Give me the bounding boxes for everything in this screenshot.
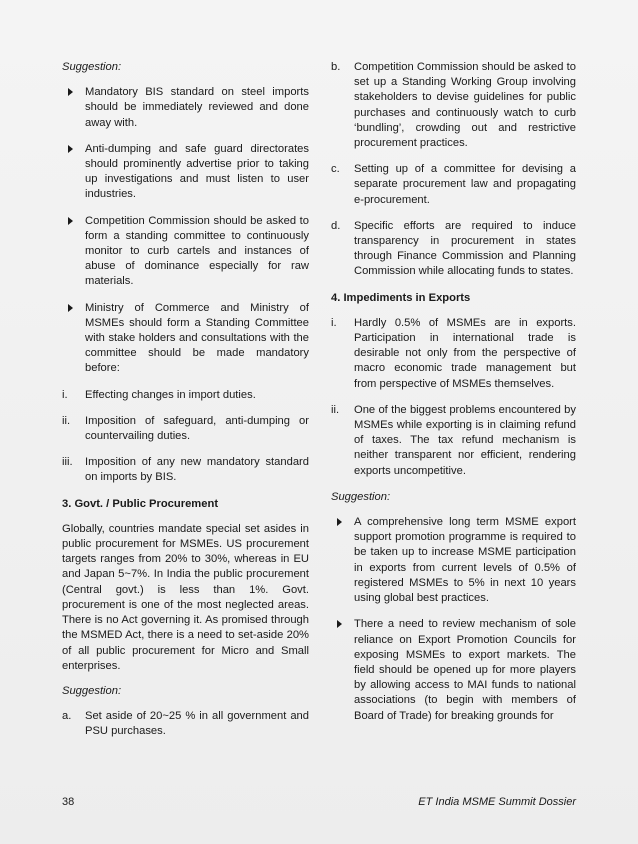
bullet-item xyxy=(62,214,309,290)
list-text: Set aside of 20~25 % in all government and PSU purchases. xyxy=(85,710,309,738)
list-text: Setting up of a committee for devising a separate procurement law and propagating e-procurement. xyxy=(354,163,576,206)
publication-title: ET India MSME Summit Dossier xyxy=(418,796,576,808)
list-marker: i. xyxy=(62,388,68,401)
list-text: Imposition of safeguard, anti-dumping or countervailing duties. xyxy=(85,414,309,443)
list-marker: ii. xyxy=(62,414,71,427)
list-marker: b. xyxy=(331,61,341,73)
bullet-text: Mandatory BIS standard on steel imports should be immediately reviewed and done away with. xyxy=(85,86,309,129)
suggestion-label: Suggestion: xyxy=(62,684,122,697)
bullet-text: Competition Commission should be asked to form a standing committee to continuously monitor to curb cartels and instances of abuse of dominance especially for raw materials. xyxy=(85,214,309,288)
list-text: Imposition of any new mandatory standard on imports by BIS. xyxy=(85,456,309,484)
bullet-text: There a need to review mechanism of sole reliance on Export Promotion Councils for exposing MSMEs to export markets. The field should be opened up for more players by allowing access to MAI funds to national associations (to begin with members of Board of Trade) for breaking grounds for xyxy=(354,618,576,722)
list-marker: i. xyxy=(331,316,337,329)
roman-item xyxy=(62,414,309,444)
bullet-arrow-icon xyxy=(68,304,73,312)
right-column xyxy=(331,60,576,735)
bullet-item xyxy=(62,85,309,131)
list-marker: iii. xyxy=(62,456,73,469)
list-marker: c. xyxy=(331,163,340,176)
list-marker: a. xyxy=(62,710,72,723)
list-text: Effecting changes in import duties. xyxy=(85,388,256,401)
list-marker: ii. xyxy=(331,403,340,416)
bullet-text: Ministry of Commerce and Ministry of MSMEs should form a Standing Committee with stake holders and consultations with the committee should be made mandatory before: xyxy=(85,301,309,375)
page-number: 38 xyxy=(62,796,75,808)
bullet-item xyxy=(62,142,309,203)
section-heading: 3. Govt. / Public Procurement xyxy=(62,497,219,510)
bullet-item xyxy=(331,515,576,606)
bullet-arrow-icon xyxy=(337,620,342,628)
alpha-item xyxy=(331,60,576,151)
bullet-arrow-icon xyxy=(337,518,342,526)
suggestion-label: Suggestion: xyxy=(331,490,391,503)
bullet-arrow-icon xyxy=(68,145,73,153)
bullet-arrow-icon xyxy=(68,88,73,96)
suggestion-label: Suggestion: xyxy=(62,61,122,73)
list-text: Hardly 0.5% of MSMEs are in exports. Participation in international trade is desirable not only from the perspective of macro economic trade management but from perspective of MSMEs themselves. xyxy=(354,316,576,390)
roman-item xyxy=(62,455,309,485)
bullet-arrow-icon xyxy=(68,217,73,225)
list-text: Specific efforts are required to induce transparency in procurement in states through Finance Commission and Planning Commission while allocating funds to states. xyxy=(354,219,576,278)
bullet-item xyxy=(62,301,309,377)
alpha-item xyxy=(62,709,309,739)
roman-item xyxy=(331,403,576,479)
list-text: One of the biggest problems encountered by MSMEs while exporting is in claiming refund of taxes. The tax refund mechanism is neither transparent nor efficient, rendering exports uncompetitive. xyxy=(354,403,576,477)
roman-item xyxy=(62,388,309,403)
alpha-item xyxy=(331,162,576,208)
list-text: Competition Commission should be asked to set up a Standing Working Group involving stakeholders to devise guidelines for public purchases and continuously watch to curb ‘bundling’, crowding out and restrictive procurement practices. xyxy=(354,61,576,150)
paragraph: Globally, countries mandate special set asides in public procurement for MSMEs. US procurement targets ranges from 20% to 30%, whereas in EU and Japan 5~7%. In India the public procurement (Central govt.) is less than 1%. Govt. procurement is one of the most neglected areas. There is no Act governing it. As promised through the MSMED Act, there is a need to set-aside 20% of all public procurement for Micro and Small enterprises. xyxy=(62,522,309,672)
left-column xyxy=(62,60,309,751)
list-marker: d. xyxy=(331,219,341,232)
bullet-item xyxy=(331,617,576,723)
bullet-text: Anti-dumping and safe guard directorates should prominently advertise prior to taking up investigations and must listen to user industries. xyxy=(85,142,309,201)
section-heading: 4. Impediments in Exports xyxy=(331,291,471,304)
roman-item xyxy=(331,316,576,392)
alpha-item xyxy=(331,219,576,280)
bullet-text: A comprehensive long term MSME export support promotion programme is required to be taken up to increase MSME participation in exports from current levels of 0.5% of registered MSMEs to 5% in next 10 years using global best practices. xyxy=(354,516,576,605)
